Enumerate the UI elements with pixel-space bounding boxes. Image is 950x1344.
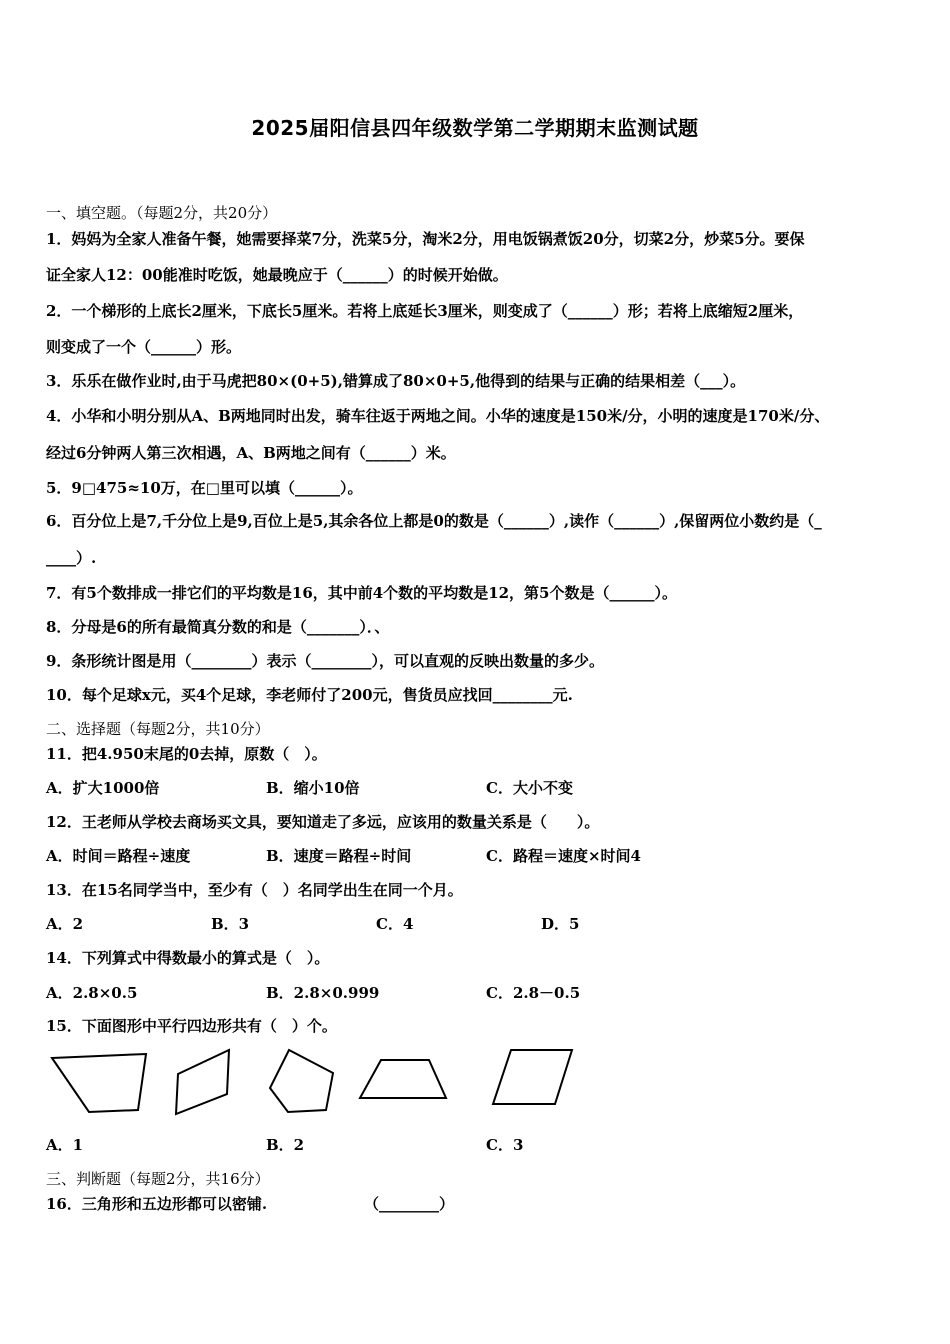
figure-trapezoid [360,1060,446,1098]
question-14-stem: 14．下列算式中得数最小的算式是（ ）。 [46,949,330,967]
question-15-stem: 15．下面图形中平行四边形共有（ ）个。 [46,1017,337,1035]
figure-parallelogram-small [176,1050,229,1114]
question-9: 9．条形统计图是用（________）表示（________），可以直观的反映出数量的多少。 [46,652,604,670]
question-11-option-c: C．大小不变 [486,779,573,797]
figure-pentagon [270,1050,333,1112]
question-7: 7．有5个数排成一排它们的平均数是16，其中前4个数的平均数是12，第5个数是（______）。 [46,584,677,602]
question-13-option-d: D．5 [541,915,580,933]
question-11-stem: 11．把4.950末尾的0去掉，原数（ ）。 [46,745,327,763]
question-13-option-a: A．2 [46,915,84,933]
question-4-line-1: 4．小华和小明分别从A、B两地同时出发，骑车往返于两地之间。小华的速度是150米/分，小明的速度是170米/分、 [46,407,830,425]
question-6-line-1: 6．百分位上是7,千分位上是9,百位上是5,其余各位上都是0的数是（______）,读作（______）,保留两位小数约是（_ [46,512,822,530]
section-judge-heading: 三、判断题（每题2分，共16分） [46,1170,270,1188]
question-12-stem: 12．王老师从学校去商场买文具，要知道走了多远，应该用的数量关系是（ ）。 [46,813,600,831]
question-16-stem: 16．三角形和五边形都可以密铺. [46,1195,268,1213]
question-13-option-c: C．4 [376,915,414,933]
section-choice-heading: 二、选择题（每题2分，共10分） [46,720,270,738]
question-2-line-1: 2．一个梯形的上底长2厘米，下底长5厘米。若将上底延长3厘米，则变成了（______）形；若将上底缩短2厘米， [46,302,804,320]
figure-irregular-trapezoid [52,1054,146,1112]
question-12-option-b: B．速度＝路程÷时间 [266,847,412,865]
question-6-line-2: ____）. [46,549,97,567]
question-12-option-c: C．路程＝速度×时间4 [486,847,641,865]
question-5: 5．9□475≈10万，在□里可以填（______）。 [46,479,363,497]
question-15-option-b: B．2 [266,1136,305,1154]
question-14-option-c: C．2.8－0.5 [486,984,581,1002]
question-11-option-b: B．缩小10倍 [266,779,360,797]
question-3: 3．乐乐在做作业时,由于马虎把80×(0+5),错算成了80×0+5,他得到的结果与正确的结果相差（___）。 [46,372,746,390]
question-4-line-2: 经过6分钟两人第三次相遇，A、B两地之间有（______）米。 [46,444,456,462]
page-title: 2025届阳信县四年级数学第二学期期末监测试题 [251,116,699,140]
question-13-option-b: B．3 [211,915,250,933]
question-12-option-a: A．时间＝路程÷速度 [46,847,191,865]
question-11-option-a: A．扩大1000倍 [46,779,160,797]
question-8: 8．分母是6的所有最简真分数的和是（_______）．、 [46,618,390,636]
question-15-option-a: A．1 [46,1136,84,1154]
question-14-option-a: A．2.8×0.5 [46,984,138,1002]
question-1-line-2: 证全家人12：00能准时吃饭，她最晚应于（______）的时候开始做。 [46,266,508,284]
figure-parallelogram-large [493,1050,572,1104]
question-14-option-b: B．2.8×0.999 [266,984,380,1002]
question-16-answer-blank: （________） [364,1195,455,1213]
question-15-option-c: C．3 [486,1136,524,1154]
quadrilateral-figures [46,1040,586,1125]
question-13-stem: 13．在15名同学当中，至少有（ ）名同学出生在同一个月。 [46,881,463,899]
question-10: 10．每个足球x元，买4个足球，李老师付了200元，售货员应找回________元. [46,686,573,704]
question-2-line-2: 则变成了一个（______）形。 [46,338,242,356]
section-fill-heading: 一、填空题。（每题2分，共20分） [46,204,278,222]
question-1-line-1: 1．妈妈为全家人准备午餐，她需要择菜7分，洗菜5分，淘米2分，用电饭锅煮饭20分，切菜2分，炒菜5分。要保 [46,230,805,248]
